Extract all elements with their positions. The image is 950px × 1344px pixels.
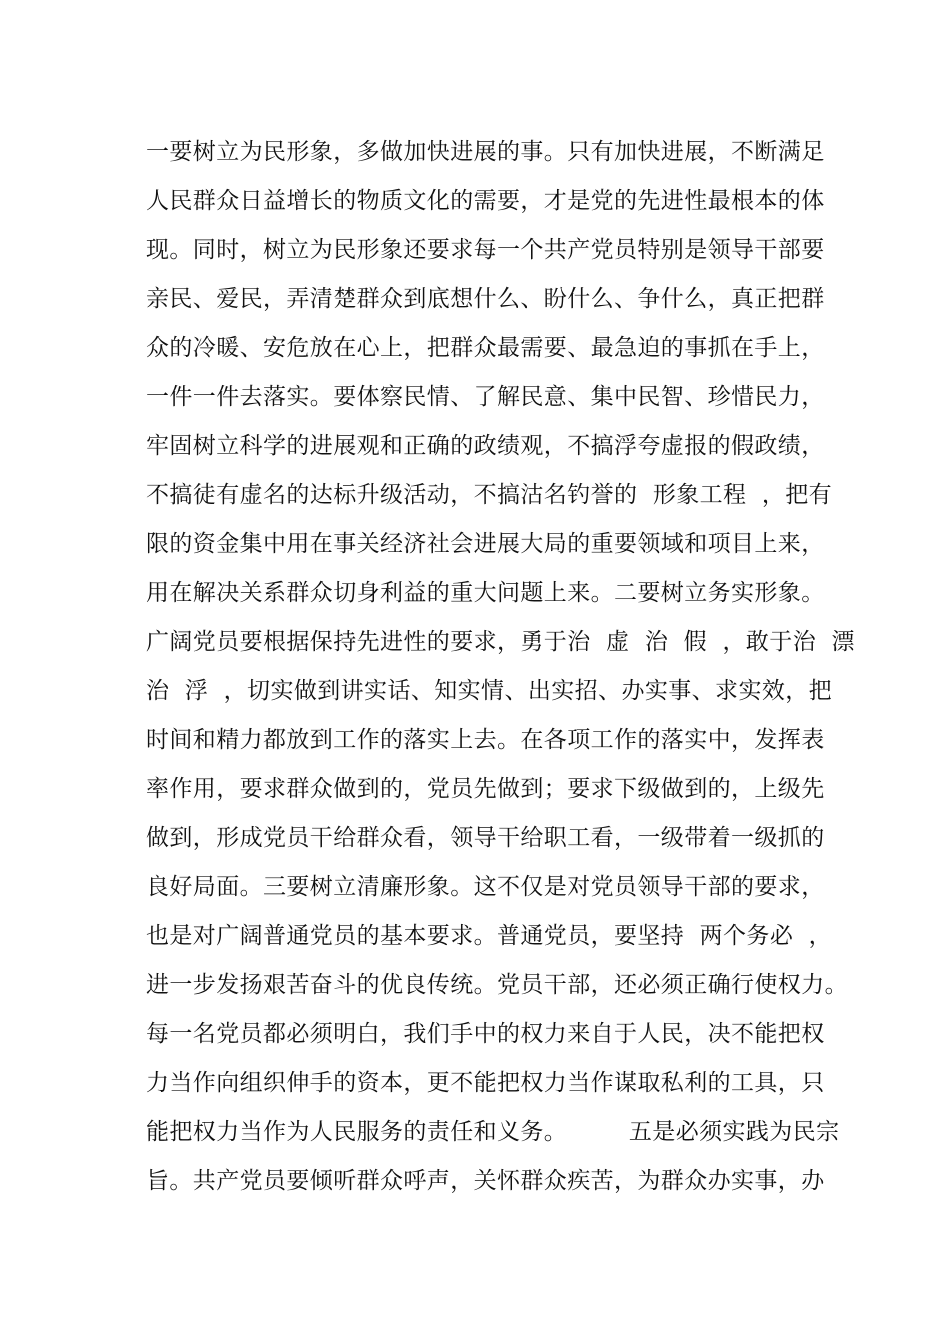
body-text <box>146 134 855 1212</box>
text-line: 不搞徒有虚名的达标升级活动，不搞沽名钓誉的 形象工程 ，把有 <box>146 482 833 508</box>
text-line: 人民群众日益增长的物质文化的需要，才是党的先进性最根本的体 <box>146 188 825 214</box>
text-line: 治 浮 ，切实做到讲实话、知实情、出实招、办实事、求实效，把 <box>146 678 833 704</box>
text-line: 做到，形成党员干给群众看，领导干给职工看，一级带着一级抓的 <box>146 825 825 851</box>
text-line: 力当作向组织伸手的资本，更不能把权力当作谋取私利的工具，只 <box>146 1070 825 1096</box>
text-line: 能把权力当作为人民服务的责任和义务。 五是必须实践为民宗 <box>146 1119 840 1145</box>
text-line: 时间和精力都放到工作的落实上去。在各项工作的落实中，发挥表 <box>146 727 825 753</box>
text-line: 众的冷暖、安危放在心上，把群众最需要、最急迫的事抓在手上， <box>146 335 825 361</box>
text-line: 限的资金集中用在事关经济社会进展大局的重要领域和项目上来， <box>146 531 825 557</box>
text-line: 现。同时，树立为民形象还要求每一个共产党员特别是领导干部要 <box>146 237 825 263</box>
text-line: 一要树立为民形象，多做加快进展的事。只有加快进展，不断满足 <box>146 139 825 165</box>
text-line: 广阔党员要根据保持先进性的要求，勇于治 虚 治 假 ，敢于治 漂 <box>146 629 855 655</box>
text-line: 率作用，要求群众做到的，党员先做到；要求下级做到的，上级先 <box>146 776 825 802</box>
text-line: 用在解决关系群众切身利益的重大问题上来。二要树立务实形象。 <box>146 580 825 606</box>
text-line: 每一名党员都必须明白，我们手中的权力来自于人民，决不能把权 <box>146 1021 825 1047</box>
text-line: 良好局面。三要树立清廉形象。这不仅是对党员领导干部的要求， <box>146 874 825 900</box>
text-line: 一件一件去落实。要体察民情、了解民意、集中民智、珍惜民力， <box>146 384 825 410</box>
text-line: 旨。共产党员要倾听群众呼声，关怀群众疾苦，为群众办实事，办 <box>146 1168 825 1194</box>
text-line: 也是对广阔普通党员的基本要求。普通党员，要坚持 两个务必 ， <box>146 923 833 949</box>
text-line: 牢固树立科学的进展观和正确的政绩观，不搞浮夸虚报的假政绩， <box>146 433 825 459</box>
text-line: 进一步发扬艰苦奋斗的优良传统。党员干部，还必须正确行使权力。 <box>146 972 848 998</box>
text-line: 亲民、爱民，弄清楚群众到底想什么、盼什么、争什么，真正把群 <box>146 286 825 312</box>
